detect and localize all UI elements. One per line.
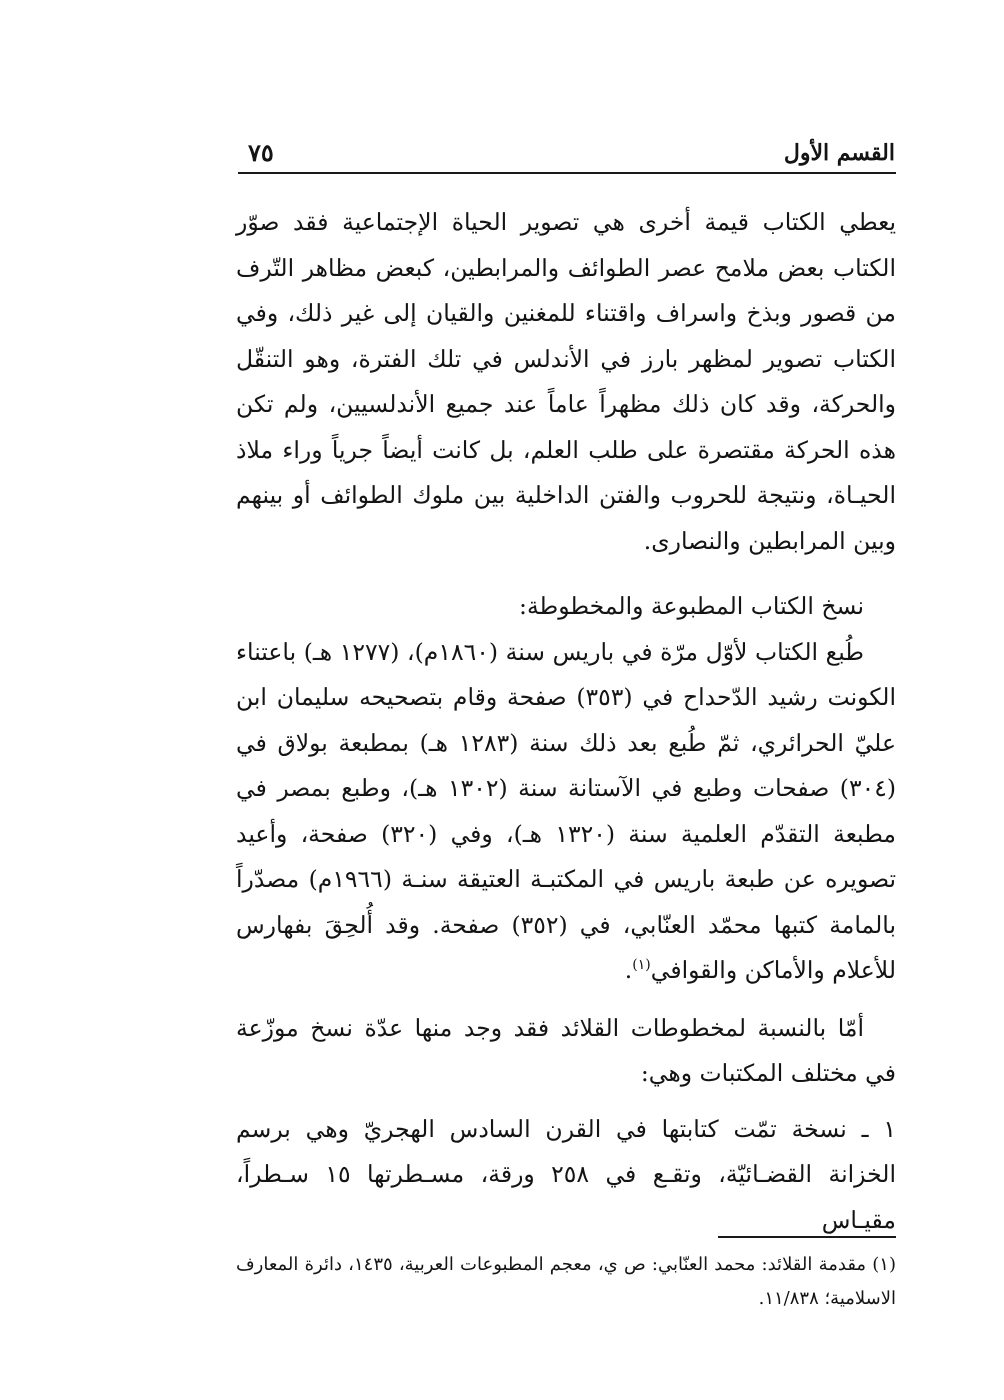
paragraph-editions-end: . [624, 956, 633, 984]
page-number: ٧٥ [248, 138, 274, 167]
main-text [236, 200, 896, 1243]
header-rule [238, 172, 896, 174]
section-title: القسم الأول [783, 140, 895, 166]
footnote-rule [718, 1236, 896, 1238]
footnote-ref: (١) [632, 957, 651, 974]
running-head [240, 135, 895, 177]
list-item-manuscript-1: ١ ـ نسخة تمّت كتابتها في القرن السادس الهجريّ وهي برسم الخزانة القضـائيّة، وتقـع في ٢٥٨ ورقة، مسـطرتها ١٥ سـطراً، مقيـاس [236, 1114, 896, 1234]
footnote: (١) مقدمة القلائد: محمد العنّابي: ص ي، معجم المطبوعات العربية، ١٤٣٥، دائرة المعارف الاسلامية؛ ١١/٨٣٨. [236, 1254, 896, 1309]
paragraph-editions-text: طُبع الكتاب لأوّل مرّة في باريس سنة (١٨٦٠م)، (١٢٧٧ هـ) باعتناء الكونت رشيد الدّحداح في (٣٥٣) صفحة وقام بتصحيحه سليمان ابن عليّ الحرائري، ثمّ طُبع بعد ذلك سنة (١٢٨٣ هـ) بمطبعة بولاق في (٣٠٤) صفحات وطبع في الآستانة سنة (١٣٠٢ هـ)، وطبع بمصر في مطبعة التقدّم العلمية سنة (١٣٢٠ هـ)، وفي (٣٢٠) صفحة، وأعيد تصويره عن طبعة باريس في المكتبـة العتيقة سنـة (١٩٦٦م) مصدّراً بالمامة كتبها محمّد العنّابي، في (٣٥٢) صفحة. وقد أُلحِقَ بفهارس للأعلام والأماكن والقوافي [236, 637, 897, 984]
paragraph-social-life: يعطي الكتاب قيمة أخرى هي تصوير الحياة الإجتماعية فقد صوّر الكتاب بعض ملامح عصر الطوائف والمرابطين، كبعض مظاهر التّرف من قصور وبذخ واسراف واقتناء للمغنين والقيان إلى غير ذلك، وفي الكتاب تصوير لمظهر بارز في الأندلس في تلك الفترة، وهو التنقّل والحركة، وقد كان ذلك مظهراً عاماً عند جميع الأندلسيين، ولم تكن هذه الحركة مقتصرة على طلب العلم، بل كانت أيضاً جرياً وراء ملاذ الحيـاة، ونتيجة للحروب والفتن الداخلية بين ملوك الطوائف أو بينهم وبين المرابطين والنصارى. [236, 208, 896, 555]
section-heading: نسخ الكتاب المطبوعة والمخطوطة: [519, 592, 864, 620]
paragraph-editions [236, 630, 896, 994]
paragraph-manuscripts: أمّا بالنسبة لمخطوطات القلائد فقد وجد منها عدّة نسخ موزّعة في مختلف المكتبات وهي: [236, 1013, 896, 1087]
